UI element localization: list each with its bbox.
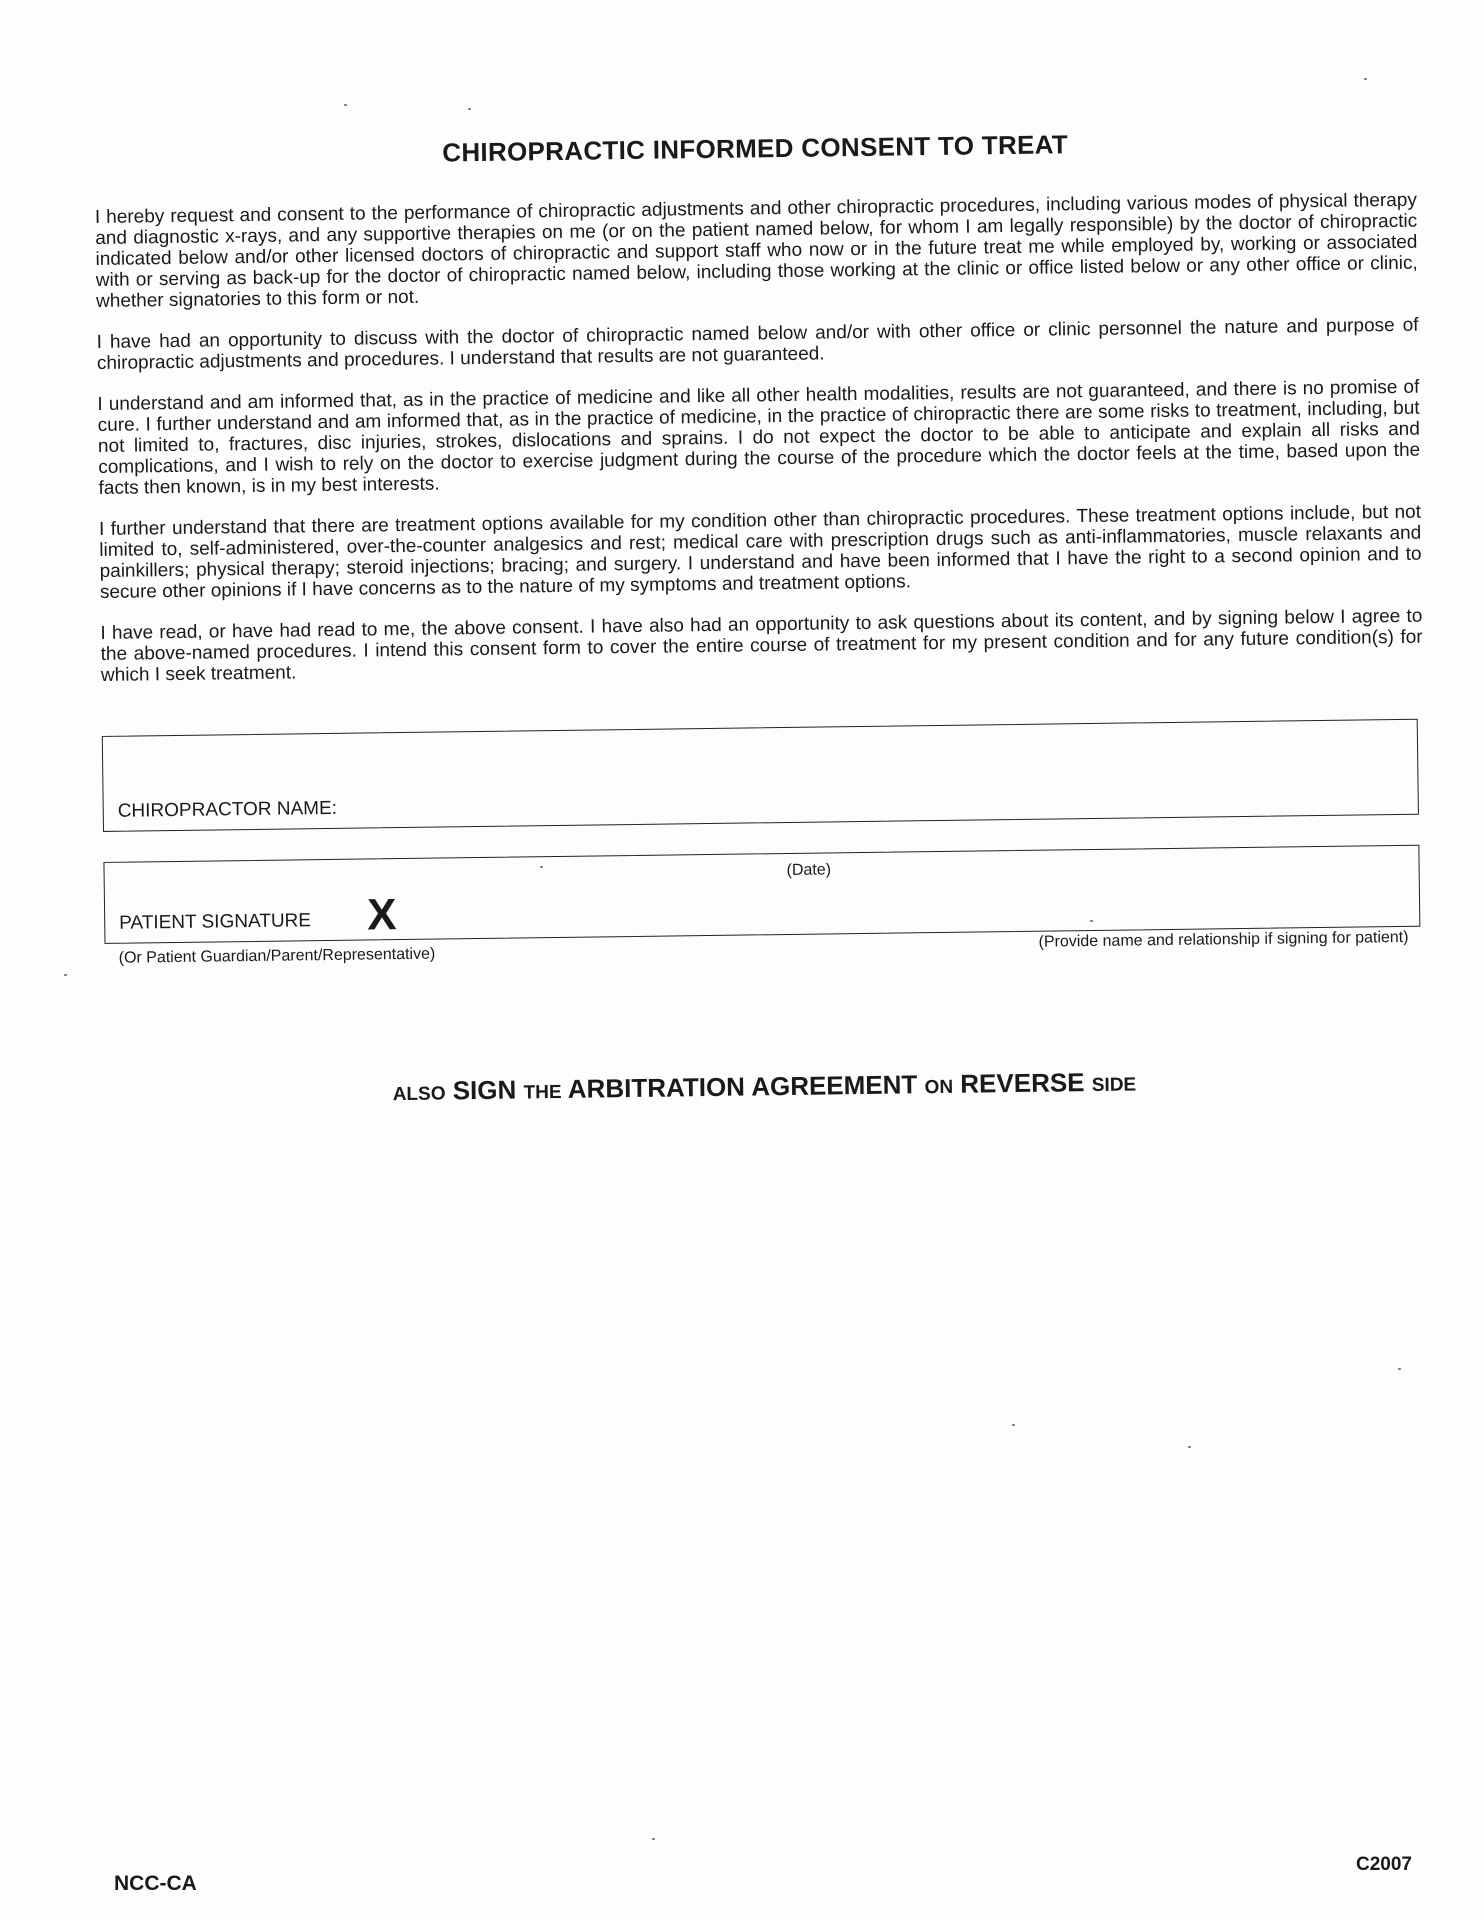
signature-x-mark: X — [366, 890, 397, 940]
consent-paragraph-5: I have read, or have had read to me, the above consent. I have also had an opportunity to ask questions about its content, and by signing below I agree to the above-named procedures. I intend this consent form to cover the entire course of treatment for my present condition and for any future condition(s) for which I seek treatment. — [100, 605, 1423, 686]
notice-word-on: ON — [924, 1076, 954, 1099]
arbitration-notice — [106, 1063, 1422, 1111]
scan-speck — [64, 974, 67, 976]
patient-signature-label: PATIENT SIGNATURE — [119, 910, 312, 934]
copyright-code: C2007 — [1356, 1854, 1412, 1875]
scan-speck — [468, 108, 471, 110]
scan-speck — [1090, 920, 1093, 922]
scan-speck — [1188, 1446, 1191, 1448]
scan-speck — [1012, 1424, 1015, 1426]
consent-content — [94, 125, 1429, 1111]
scan-speck — [344, 104, 347, 106]
document-title: CHIROPRACTIC INFORMED CONSENT TO TREAT — [442, 129, 1069, 168]
notice-word-the: THE — [523, 1081, 562, 1104]
relationship-note: (Provide name and relationship if signing for patient) — [1038, 928, 1409, 951]
chiropractor-name-label: CHIROPRACTOR NAME: — [117, 797, 338, 822]
consent-paragraph-4: I further understand that there are treatment options available for my condition other than chiropractic procedures. These treatment options include, but not limited to, self-administered, over-the-counter analgesics and rest; medical care with prescription drugs such as anti-inflammatories, muscle relaxants and painkillers; physical therapy; steroid injections; bracing; and surgery. I understand and have been informed that I have the right to a second opinion and to secure other opinions if I have concerns as to the nature of my symptoms and treatment options. — [98, 501, 1422, 603]
scan-speck — [1364, 78, 1367, 80]
notice-word-also: ALSO — [392, 1083, 446, 1106]
notice-word-reverse: REVERSE — [960, 1067, 1085, 1099]
consent-paragraph-2: I have had an opportunity to discuss with the doctor of chiropractic named below and/or with other office or clinic personnel the nature and purpose of chiropractic adjustments and procedures. I understand that results are not guaranteed. — [96, 314, 1419, 374]
chiropractor-name-field[interactable] — [102, 719, 1419, 832]
consent-paragraph-1: I hereby request and consent to the performance of chiropractic adjustments and other chiropractic procedures, including various modes of physical therapy and diagnostic x-rays, and any supportive therapies on me (or on the patient named below, for whom I am legally responsible) by the doctor of chiropractic indicated below and/or other licensed doctors of chiropractic and support staff who now or in the future treat me while employed by, working or associated with or serving as back-up for the doctor of chiropractic named below, including those working at the clinic or office listed below or any other office or clinic, whether signatories to this form or not. — [94, 189, 1418, 312]
guardian-note: (Or Patient Guardian/Parent/Representative) — [118, 945, 436, 967]
notice-word-side: SIDE — [1091, 1074, 1137, 1097]
notice-word-arbitration: ARBITRATION AGREEMENT — [567, 1069, 918, 1104]
scan-speck — [540, 866, 543, 868]
form-code: NCC-CA — [114, 1872, 197, 1895]
date-label: (Date) — [786, 861, 832, 879]
consent-paragraph-3: I understand and am informed that, as in the practice of medicine and like all other health modalities, results are not guaranteed, and there is no promise of cure. I further understand and am informed that, as in the practice of medicine, in the practice of chiropractic there are some risks to treatment, including, but not limited to, fractures, disc injuries, strokes, dislocations and sprains. I do not expect the doctor to be able to anticipate and explain all risks and complications, and I wish to rely on the doctor to exercise judgment during the course of the procedure which the doctor feels at the time, based upon the facts then known, is in my best interests. — [97, 376, 1421, 499]
notice-word-sign: SIGN — [452, 1074, 517, 1106]
scan-speck — [1398, 1368, 1401, 1370]
scan-speck — [652, 1838, 655, 1840]
